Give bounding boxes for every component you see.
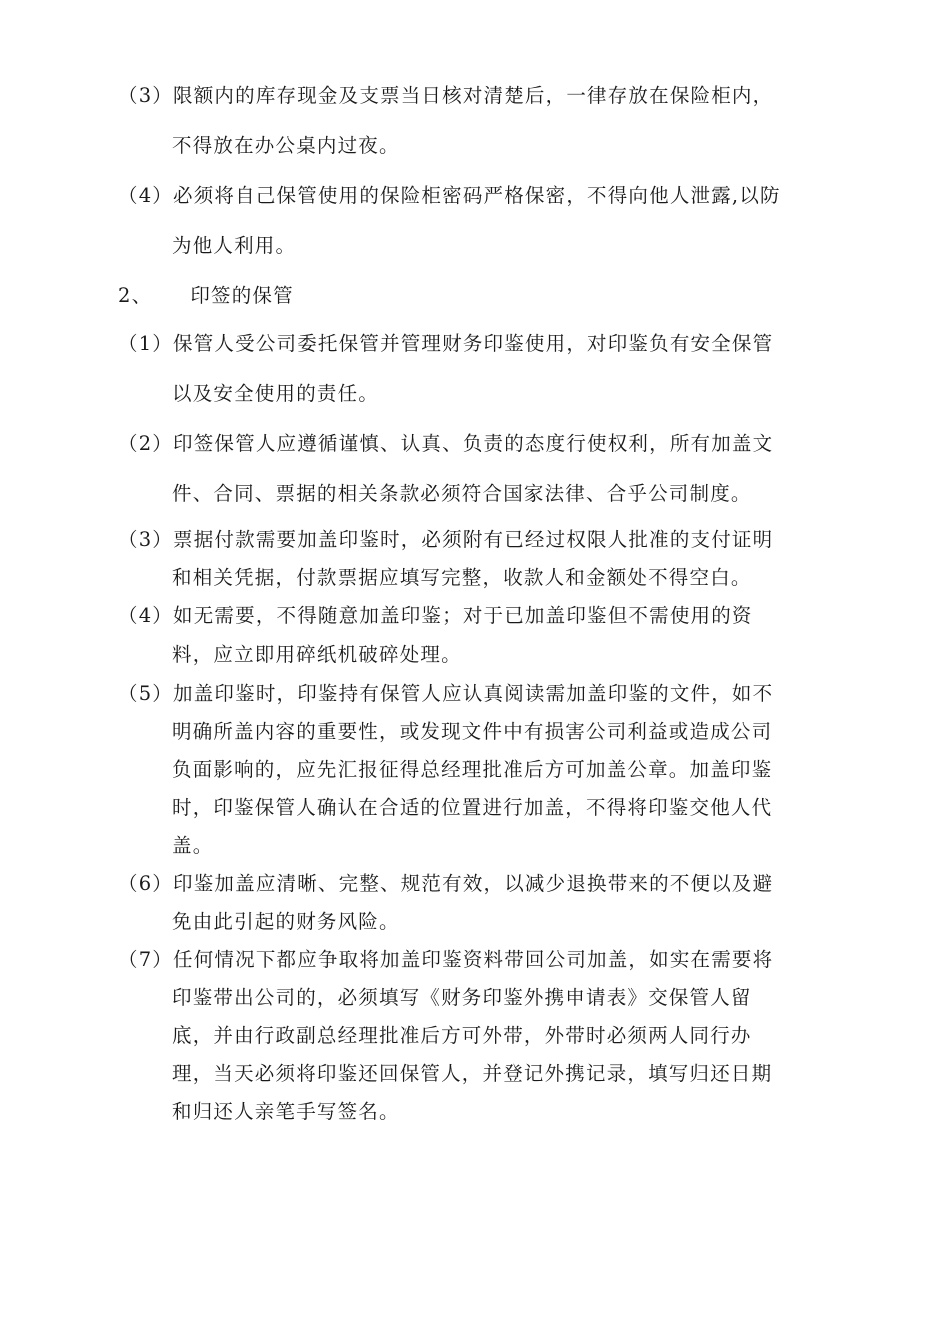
item-3-line-2: 不得放在办公桌内过夜。: [172, 134, 400, 157]
section-item-4-line-2: 料，应立即用碎纸机破碎处理。: [172, 643, 462, 666]
section-item-7-line-3: 底，并由行政副总经理批准后方可外带，外带时必须两人同行办: [172, 1024, 752, 1047]
item-text: 印签保管人应遵循谨慎、认真、负责的态度行使权利，所有加盖文: [173, 432, 774, 455]
section-item-7-line-1: [118, 948, 773, 972]
section-item-1-line-2: 以及安全使用的责任。: [172, 382, 380, 405]
item-text: 必须将自己保管使用的保险柜密码严格保密，不得向他人泄露,以防: [173, 184, 781, 207]
section-item-3-line-1: [118, 528, 773, 552]
section-item-6-line-1: [118, 872, 773, 896]
section-item-4-line-1: [118, 604, 753, 628]
section-item-7-line-4: 理，当天必须将印鉴还回保管人，并登记外携记录，填写归还日期: [172, 1062, 773, 1085]
item-marker: （6）: [118, 872, 174, 895]
section-item-7-line-2: 印鉴带出公司的，必须填写《财务印鉴外携申请表》交保管人留: [172, 986, 752, 1009]
item-text: 限额内的库存现金及支票当日核对清楚后，一律存放在保险柜内，: [173, 84, 774, 107]
item-marker: （4）: [118, 604, 174, 627]
item-3-line-1: [118, 84, 773, 108]
item-text: 票据付款需要加盖印鉴时，必须附有已经过权限人批准的支付证明: [173, 528, 774, 551]
item-marker: （3）: [118, 528, 174, 551]
section-item-5-line-2: 明确所盖内容的重要性，或发现文件中有损害公司利益或造成公司: [172, 720, 773, 743]
section-item-6-line-2: 免由此引起的财务风险。: [172, 910, 400, 933]
item-text: 加盖印鉴时，印鉴持有保管人应认真阅读需加盖印鉴的文件，如不: [173, 682, 774, 705]
section-item-7-line-5: 和归还人亲笔手写签名。: [172, 1100, 400, 1123]
item-4-line-1: [118, 184, 781, 208]
section-heading: [118, 284, 294, 308]
section-item-5-line-4: 时，印鉴保管人确认在合适的位置进行加盖，不得将印鉴交他人代: [172, 796, 773, 819]
item-marker: （5）: [118, 682, 174, 705]
section-item-2-line-2: 件、合同、票据的相关条款必须符合国家法律、合乎公司制度。: [172, 482, 752, 505]
section-item-3-line-2: 和相关凭据，付款票据应填写完整，收款人和金额处不得空白。: [172, 566, 752, 589]
section-item-5-line-5: 盖。: [172, 834, 214, 857]
section-title: 印签的保管: [190, 284, 294, 307]
item-text: 如无需要，不得随意加盖印鉴；对于已加盖印鉴但不需使用的资: [173, 604, 753, 627]
section-item-5-line-1: [118, 682, 773, 706]
item-marker: （4）: [118, 184, 174, 207]
item-marker: （1）: [118, 332, 174, 355]
section-marker: 2、: [118, 284, 153, 307]
section-item-5-line-3: 负面影响的，应先汇报征得总经理批准后方可加盖公章。加盖印鉴: [172, 758, 773, 781]
item-marker: （3）: [118, 84, 174, 107]
item-text: 印鉴加盖应清晰、完整、规范有效，以减少退换带来的不便以及避: [173, 872, 774, 895]
item-text: 任何情况下都应争取将加盖印鉴资料带回公司加盖，如实在需要将: [173, 948, 774, 971]
item-marker: （2）: [118, 432, 174, 455]
section-item-2-line-1: [118, 432, 773, 456]
section-item-1-line-1: [118, 332, 773, 356]
item-4-line-2: 为他人利用。: [172, 234, 297, 257]
item-text: 保管人受公司委托保管并管理财务印鉴使用，对印鉴负有安全保管: [173, 332, 774, 355]
item-marker: （7）: [118, 948, 174, 971]
